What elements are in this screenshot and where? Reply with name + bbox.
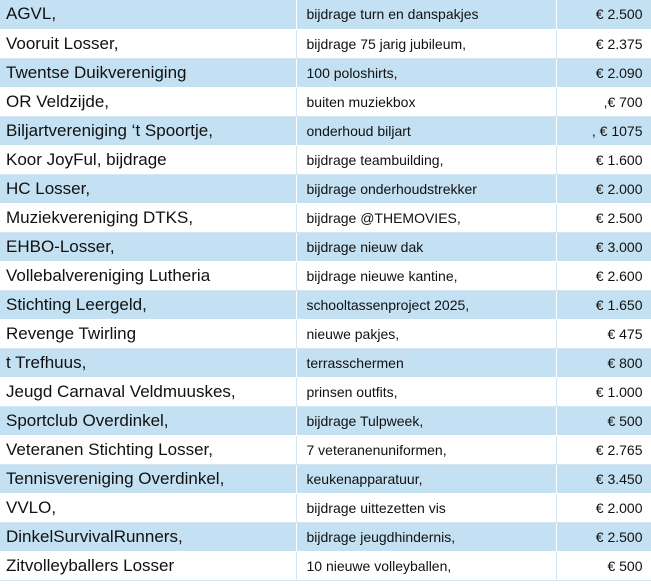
table-row xyxy=(0,174,651,203)
description-cell: bijdrage @THEMOVIES, xyxy=(296,203,556,232)
amount-cell: € 1.600 xyxy=(556,145,651,174)
table-row xyxy=(0,116,651,145)
amount-cell: € 1.650 xyxy=(556,290,651,319)
description-cell: 10 nieuwe volleyballen, xyxy=(296,551,556,580)
organization-cell: Tennisvereniging Overdinkel, xyxy=(0,464,296,493)
organization-cell: Twentse Duikvereniging xyxy=(0,58,296,87)
table-row xyxy=(0,406,651,435)
organization-cell: Zitvolleyballers Losser xyxy=(0,551,296,580)
organization-cell: Vollebalvereniging Lutheria xyxy=(0,261,296,290)
amount-cell: € 800 xyxy=(556,348,651,377)
description-cell: bijdrage turn en danspakjes xyxy=(296,0,556,29)
amount-cell: € 2.500 xyxy=(556,0,651,29)
table-row xyxy=(0,348,651,377)
amount-cell: € 500 xyxy=(556,551,651,580)
description-cell: bijdrage nieuwe kantine, xyxy=(296,261,556,290)
amount-cell: € 2.500 xyxy=(556,203,651,232)
organization-cell: EHBO-Losser, xyxy=(0,232,296,261)
description-cell: prinsen outfits, xyxy=(296,377,556,406)
description-cell: nieuwe pakjes, xyxy=(296,319,556,348)
description-cell: bijdrage 75 jarig jubileum, xyxy=(296,29,556,58)
table-row xyxy=(0,58,651,87)
table-row xyxy=(0,493,651,522)
organization-cell: Stichting Leergeld, xyxy=(0,290,296,319)
amount-cell: € 2.090 xyxy=(556,58,651,87)
description-cell: 100 poloshirts, xyxy=(296,58,556,87)
description-cell: bijdrage Tulpweek, xyxy=(296,406,556,435)
description-cell: onderhoud biljart xyxy=(296,116,556,145)
amount-cell: € 2.765 xyxy=(556,435,651,464)
amount-cell: € 2.000 xyxy=(556,493,651,522)
description-cell: bijdrage nieuw dak xyxy=(296,232,556,261)
organization-cell: Biljartvereniging ‘t Spoortje, xyxy=(0,116,296,145)
organization-cell: AGVL, xyxy=(0,0,296,29)
description-cell: terrasschermen xyxy=(296,348,556,377)
organization-cell: HC Losser, xyxy=(0,174,296,203)
description-cell: schooltassenproject 2025, xyxy=(296,290,556,319)
amount-cell: € 2.000 xyxy=(556,174,651,203)
organization-cell: Muziekvereniging DTKS, xyxy=(0,203,296,232)
description-cell: bijdrage uittezetten vis xyxy=(296,493,556,522)
description-cell: buiten muziekbox xyxy=(296,87,556,116)
organization-cell: Vooruit Losser, xyxy=(0,29,296,58)
amount-cell: ,€ 700 xyxy=(556,87,651,116)
amount-cell: € 500 xyxy=(556,406,651,435)
table-row xyxy=(0,87,651,116)
table-row xyxy=(0,29,651,58)
table-row xyxy=(0,290,651,319)
table-row xyxy=(0,464,651,493)
amount-cell: € 2.375 xyxy=(556,29,651,58)
description-cell: bijdrage teambuilding, xyxy=(296,145,556,174)
table-row xyxy=(0,232,651,261)
organization-cell: t Trefhuus, xyxy=(0,348,296,377)
table-row xyxy=(0,522,651,551)
organization-cell: Revenge Twirling xyxy=(0,319,296,348)
organization-cell: Sportclub Overdinkel, xyxy=(0,406,296,435)
table-row xyxy=(0,261,651,290)
table-row xyxy=(0,0,651,29)
table-row xyxy=(0,145,651,174)
amount-cell: € 2.600 xyxy=(556,261,651,290)
amount-cell: , € 1075 xyxy=(556,116,651,145)
organization-cell: VVLO, xyxy=(0,493,296,522)
table-row xyxy=(0,203,651,232)
description-cell: keukenapparatuur, xyxy=(296,464,556,493)
amount-cell: € 1.000 xyxy=(556,377,651,406)
amount-cell: € 475 xyxy=(556,319,651,348)
amount-cell: € 3.000 xyxy=(556,232,651,261)
table-row xyxy=(0,319,651,348)
organization-cell: DinkelSurvivalRunners, xyxy=(0,522,296,551)
description-cell: 7 veteranenuniformen, xyxy=(296,435,556,464)
organization-cell: Veteranen Stichting Losser, xyxy=(0,435,296,464)
amount-cell: € 2.500 xyxy=(556,522,651,551)
table-row xyxy=(0,551,651,580)
organization-cell: OR Veldzijde, xyxy=(0,87,296,116)
description-cell: bijdrage jeugdhindernis, xyxy=(296,522,556,551)
table-row xyxy=(0,377,651,406)
description-cell: bijdrage onderhoudstrekker xyxy=(296,174,556,203)
table-row xyxy=(0,435,651,464)
organization-cell: Jeugd Carnaval Veldmuuskes, xyxy=(0,377,296,406)
amount-cell: € 3.450 xyxy=(556,464,651,493)
organization-cell: Koor JoyFul, bijdrage xyxy=(0,145,296,174)
